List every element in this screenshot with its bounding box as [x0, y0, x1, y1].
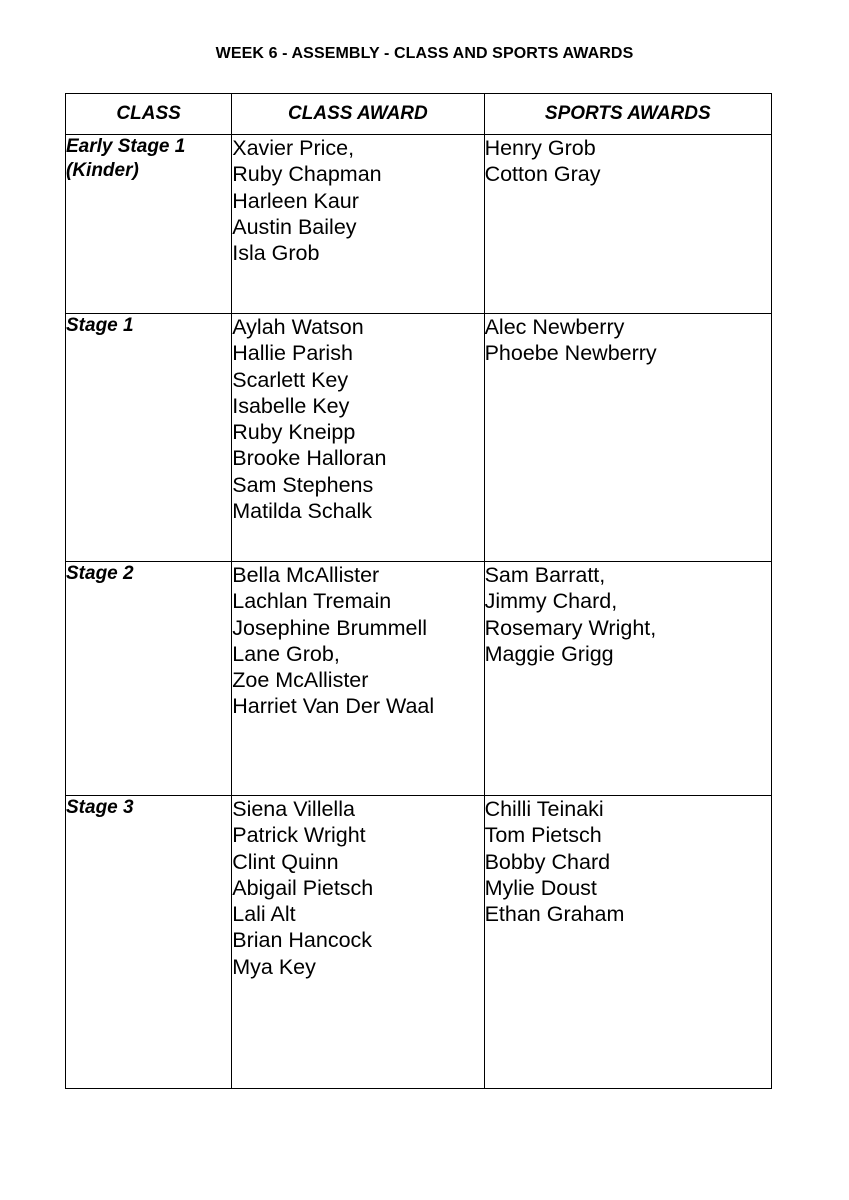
table-row	[66, 314, 772, 562]
awards-table	[65, 93, 772, 1089]
sports-award-name: Henry Grob	[484, 136, 596, 160]
class-award-name: Xavier Price,	[232, 136, 355, 160]
class-award-cell	[232, 314, 484, 562]
header-class: CLASS	[66, 94, 232, 135]
class-award-name: Clint Quinn	[232, 849, 339, 874]
sports-award-name: Phoebe Newberry	[484, 341, 657, 366]
sports-award-name: Alec Newberry	[484, 315, 625, 339]
header-class-award: CLASS AWARD	[232, 94, 484, 135]
class-name-line: Early Stage 1	[66, 136, 186, 157]
class-name-line: Stage 3	[66, 797, 134, 818]
document-title: WEEK 6 - ASSEMBLY - CLASS AND SPORTS AWARDS	[215, 45, 634, 62]
table-row	[66, 796, 772, 1089]
class-award-name: Josephine Brummell	[232, 615, 428, 640]
sports-awards-cell	[484, 796, 771, 1089]
sports-award-name: Ethan Graham	[484, 902, 625, 927]
class-name-cell	[66, 562, 232, 796]
sports-award-name: Sam Barratt,	[484, 563, 606, 587]
sports-award-name: Rosemary Wright,	[484, 615, 657, 640]
class-name-cell	[66, 796, 232, 1089]
sports-awards-cell	[484, 135, 771, 314]
class-award-name: Matilda Schalk	[232, 499, 373, 524]
sports-award-name: Cotton Gray	[484, 162, 601, 187]
sports-awards-cell	[484, 562, 771, 796]
class-award-name: Patrick Wright	[232, 823, 366, 848]
class-name-cell	[66, 135, 232, 314]
class-award-cell	[232, 796, 484, 1089]
class-name-line: Stage 1	[66, 315, 134, 336]
sports-award-name: Mylie Doust	[484, 875, 597, 900]
class-award-cell	[232, 562, 484, 796]
header-sports-awards: SPORTS AWARDS	[484, 94, 771, 135]
table-row	[66, 135, 772, 314]
sports-awards-cell	[484, 314, 771, 562]
class-name-line: (Kinder)	[66, 160, 139, 181]
class-award-cell	[232, 135, 484, 314]
sports-award-name: Chilli Teinaki	[484, 797, 604, 821]
sports-award-name: Tom Pietsch	[484, 823, 602, 848]
class-award-name: Harleen Kaur	[232, 188, 359, 213]
class-name-line: Stage 2	[66, 563, 134, 584]
awards-table-body	[66, 135, 772, 1089]
sports-award-name: Bobby Chard	[484, 849, 611, 874]
class-award-name: Scarlett Key	[232, 367, 349, 392]
class-award-name: Hallie Parish	[232, 341, 353, 366]
class-award-name: Austin Bailey	[232, 214, 357, 239]
class-award-name: Aylah Watson	[232, 315, 364, 339]
class-award-name: Brooke Halloran	[232, 446, 387, 471]
class-award-name: Siena Villella	[232, 797, 355, 821]
table-row	[66, 562, 772, 796]
class-award-name: Bella McAllister	[232, 563, 380, 587]
table-header-row	[66, 94, 772, 135]
class-award-name: Lachlan Tremain	[232, 589, 392, 614]
class-award-name: Ruby Kneipp	[232, 420, 356, 445]
class-award-name: Harriet Van Der Waal	[232, 694, 435, 719]
class-award-name: Abigail Pietsch	[232, 875, 374, 900]
class-award-name: Ruby Chapman	[232, 162, 382, 187]
sports-award-name: Maggie Grigg	[484, 641, 614, 666]
sports-award-name: Jimmy Chard,	[484, 589, 618, 614]
class-award-name: Brian Hancock	[232, 928, 373, 953]
class-award-name: Lali Alt	[232, 902, 296, 927]
class-award-name: Sam Stephens	[232, 472, 374, 497]
class-award-name: Isla Grob	[232, 241, 320, 266]
class-award-name: Lane Grob,	[232, 641, 340, 666]
class-name-cell	[66, 314, 232, 562]
class-award-name: Zoe McAllister	[232, 668, 369, 693]
class-award-name: Isabelle Key	[232, 393, 350, 418]
class-award-name: Mya Key	[232, 954, 316, 979]
